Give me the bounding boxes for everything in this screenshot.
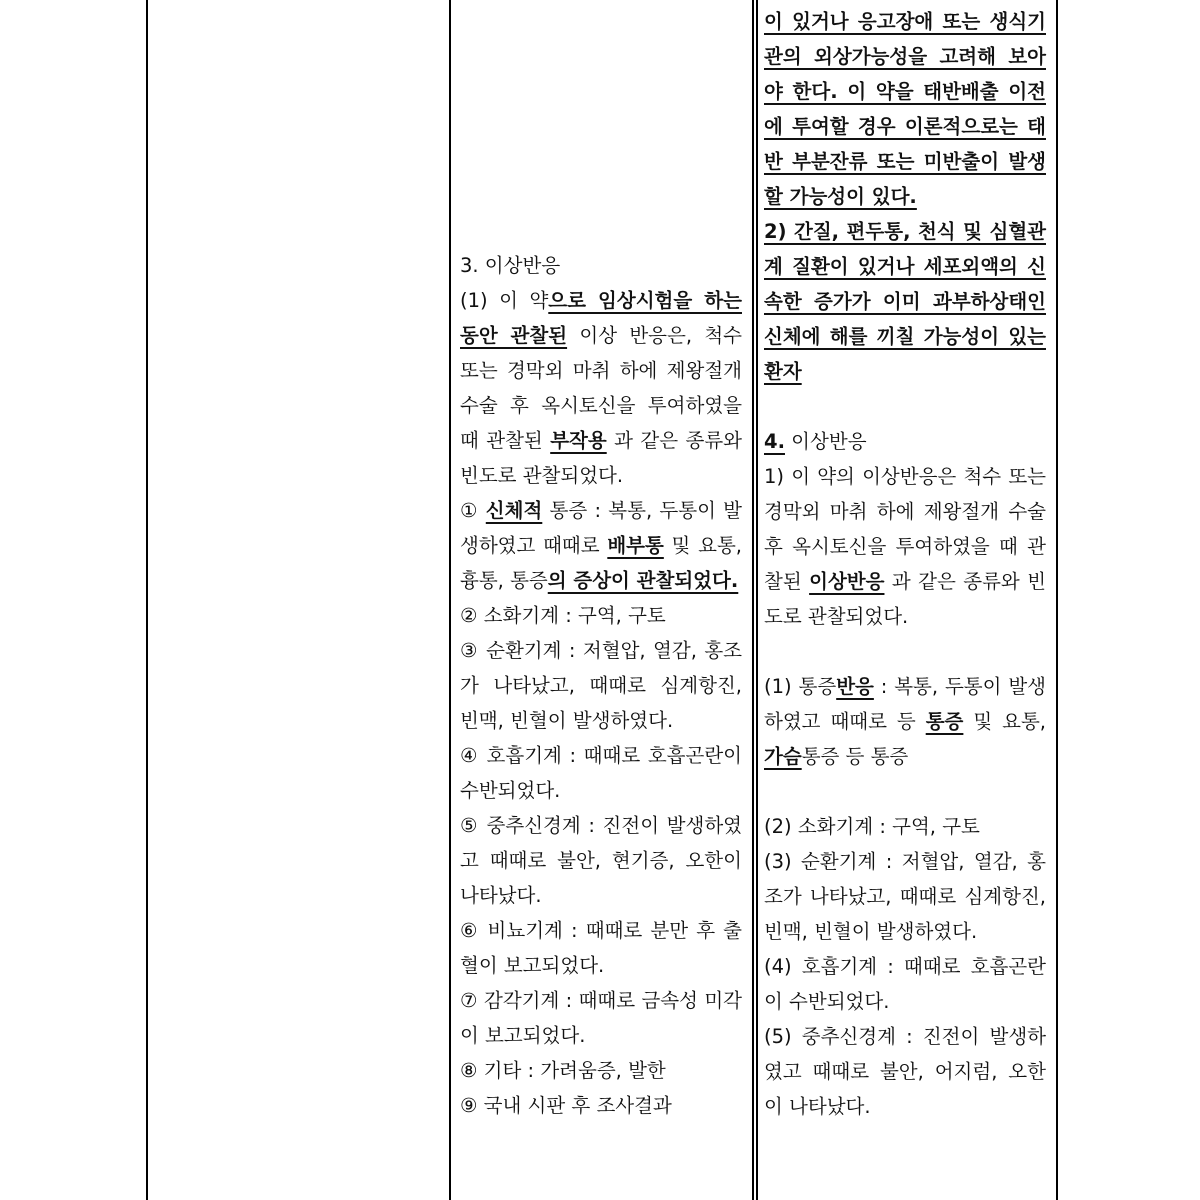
paragraph-top: 이 있거나 응고장애 또는 생식기관의 외상가능성을 고려해 보아야 한다. 이 약을 태반배출 이전에 투여할 경우 이론적으로는 태반 부분잔류 또는 미반출이 발생할 가능성이 있다. xyxy=(764,10,1046,208)
middle-column xyxy=(460,248,742,1123)
table-border-right-inner xyxy=(756,0,758,1200)
paragraph-item-2: 2) 간질, 편두통, 천식 및 심혈관계 질환이 있거나 세포외액의 신속한 증가가 이미 과부하상태인 신체에 해를 끼칠 가능성이 있는 환자 xyxy=(764,220,1046,383)
paragraph-1: (1) 이 약으로 임상시험을 하는 동안 관찰된 이상 반응은, 척수 또는 경막외 마취 하에 제왕절개 수술 후 옥시토신을 투여하였을 때 관찰된 부작용 과 같은 종류와 빈도로 관찰되었다. xyxy=(460,289,743,487)
paragraph-1: 1) 이 약의 이상반응은 척수 또는 경막외 마취 하에 제왕절개 수술 후 옥시토신을 투여하였을 때 관찰된 이상반응 과 같은 종류와 빈도로 관찰되었다. xyxy=(764,465,1047,628)
section-heading: 4. 이상반응 xyxy=(764,430,867,453)
spacer xyxy=(764,389,1046,424)
paragraph-8: ⑦ 감각기계 : 때때로 금속성 미각이 보고되었다. xyxy=(460,989,742,1047)
paragraph-3: ② 소화기계 : 구역, 구토 xyxy=(460,604,666,627)
section-heading: 3. 이상반응 xyxy=(460,254,561,277)
table-border-middle-double xyxy=(752,0,754,1200)
paragraph-10: ⑨ 국내 시판 후 조사결과 xyxy=(460,1094,672,1117)
table-border-middle xyxy=(449,0,451,1200)
right-column xyxy=(764,4,1046,1124)
paragraph-4: (3) 순환기계 : 저혈압, 열감, 홍조가 나타났고, 때때로 심계항진, 빈맥, 빈혈이 발생하였다. xyxy=(764,850,1046,943)
paragraph-3: (2) 소화기계 : 구역, 구토 xyxy=(764,815,980,838)
paragraph-6: (5) 중추신경계 : 진전이 발생하였고 때때로 불안, 어지럼, 오한이 나타났다. xyxy=(764,1025,1046,1118)
spacer xyxy=(764,634,1046,669)
paragraph-5: (4) 호흡기계 : 때때로 호흡곤란이 수반되었다. xyxy=(764,955,1046,1013)
paragraph-7: ⑥ 비뇨기계 : 때때로 분만 후 출혈이 보고되었다. xyxy=(460,919,742,977)
paragraph-6: ⑤ 중추신경계 : 진전이 발생하였고 때때로 불안, 현기증, 오한이 나타났다. xyxy=(460,814,742,907)
paragraph-2: (1) 통증반응 : 복통, 두통이 발생하였고 때때로 등 통증 및 요통, 가슴통증 등 통증 xyxy=(764,675,1047,768)
table-border-right xyxy=(1056,0,1058,1200)
spacer xyxy=(764,774,1046,809)
paragraph-5: ④ 호흡기계 : 때때로 호흡곤란이 수반되었다. xyxy=(460,744,742,802)
table-border-left xyxy=(146,0,148,1200)
paragraph-2: ① 신체적 통증 : 복통, 두통이 발생하였고 때때로 배부통 및 요통, 흉통, 통증의 증상이 관찰되었다. xyxy=(460,499,742,592)
paragraph-4: ③ 순환기계 : 저혈압, 열감, 홍조가 나타났고, 때때로 심계항진, 빈맥, 빈혈이 발생하였다. xyxy=(460,639,742,732)
paragraph-9: ⑧ 기타 : 가려움증, 발한 xyxy=(460,1059,666,1082)
